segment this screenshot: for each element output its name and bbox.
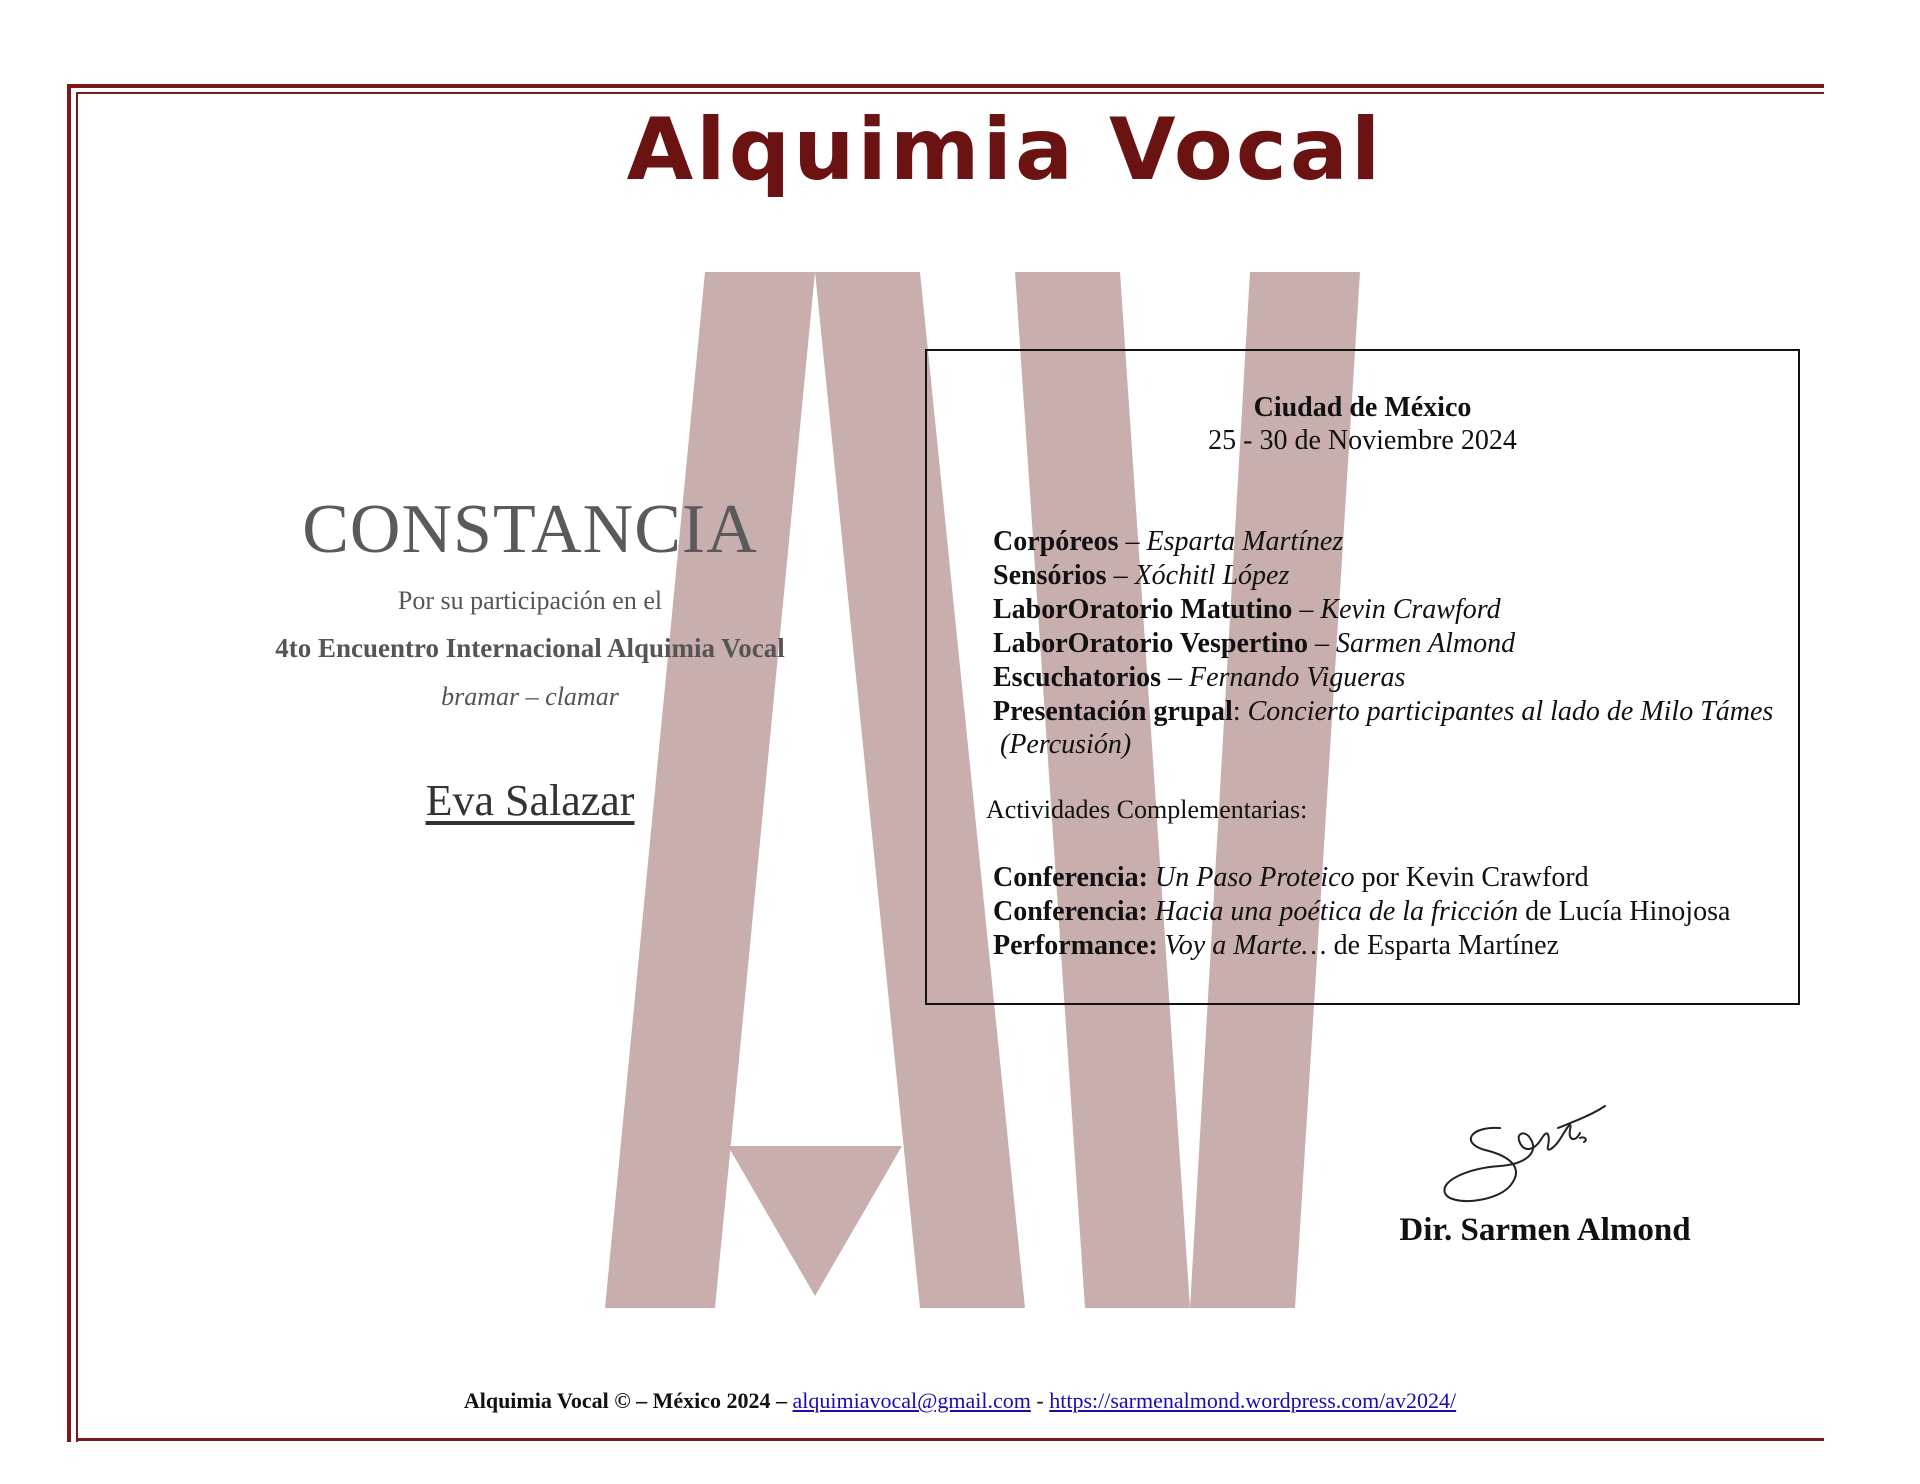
certificate-heading: CONSTANCIA — [302, 491, 758, 568]
complementary-title-text: Un Paso Proteico — [1155, 862, 1355, 893]
activity-sep: – — [1106, 560, 1135, 591]
signature-image — [1430, 1098, 1620, 1208]
activity-name: Escuchatorios — [993, 662, 1161, 693]
activity-name: LaborOratorio Matutino — [993, 594, 1293, 625]
complementary-by: por Kevin Crawford — [1354, 862, 1589, 893]
activity-teacher: Concierto participantes al lado de Milo Támes — [1247, 696, 1774, 727]
activity-line — [993, 594, 1501, 626]
event-motto: bramar – clamar — [441, 682, 619, 711]
complementary-title-text: Voy a Marte… — [1164, 930, 1327, 961]
complementary-kind: Performance: — [993, 930, 1158, 961]
recipient-name: Eva Salazar — [425, 776, 635, 825]
page-title: Alquimia Vocal — [626, 100, 1384, 200]
activity-line — [993, 628, 1515, 660]
activity-teacher: Sarmen Almond — [1336, 628, 1516, 659]
activity-sep: – — [1292, 594, 1321, 625]
complementary-by: de Esparta Martínez — [1326, 930, 1560, 961]
complementary-kind: Conferencia: — [993, 896, 1148, 927]
activity-line — [993, 696, 1773, 728]
activity-teacher: Fernando Vigueras — [1189, 662, 1406, 693]
event-name: 4to Encuentro Internacional Alquimia Vocal — [275, 633, 785, 663]
complementary-line — [993, 930, 1559, 962]
footer — [0, 1388, 1920, 1414]
event-dates: 25 - 30 de Noviembre 2024 — [1208, 425, 1517, 456]
footer-url-link[interactable]: https://sarmenalmond.wordpress.com/av2024/ — [1049, 1388, 1457, 1413]
complementary-title-text: Hacia una poética de la fricción — [1155, 896, 1519, 927]
activity-wrap-text: (Percusión) — [1000, 729, 1132, 760]
activity-teacher: Kevin Crawford — [1320, 594, 1501, 625]
recipient-name-wrap — [230, 775, 830, 826]
complementary-kind: Conferencia: — [993, 862, 1148, 893]
activity-teacher: Esparta Martínez — [1146, 526, 1344, 557]
activity-sep: : — [1232, 696, 1248, 727]
complementary-line — [993, 896, 1730, 928]
director-name: Dir. Sarmen Almond — [1399, 1212, 1691, 1248]
activity-teacher: Xóchitl López — [1134, 560, 1290, 591]
footer-copyright: Alquimia Vocal © – México 2024 – — [463, 1388, 788, 1413]
complementary-line — [993, 862, 1589, 894]
activity-name: Sensórios — [993, 560, 1107, 591]
activity-line — [993, 662, 1405, 694]
footer-email-link[interactable]: alquimiavocal@gmail.com — [792, 1388, 1031, 1413]
activity-sep: – — [1118, 526, 1147, 557]
activity-sep: – — [1308, 628, 1336, 659]
participation-text: Por su participación en el — [397, 586, 663, 615]
activity-name: Corpóreos — [993, 526, 1119, 557]
event-city: Ciudad de México — [1253, 392, 1472, 423]
complementary-title: Actividades Complementarias: — [986, 795, 1308, 824]
activity-name: Presentación grupal — [993, 696, 1233, 727]
footer-separator: - — [1036, 1388, 1044, 1413]
activity-sep: – — [1161, 662, 1189, 693]
activity-name: LaborOratorio Vespertino — [993, 628, 1308, 659]
activity-line — [993, 526, 1343, 558]
complementary-by: de Lucía Hinojosa — [1518, 896, 1731, 927]
activity-line — [993, 560, 1289, 592]
